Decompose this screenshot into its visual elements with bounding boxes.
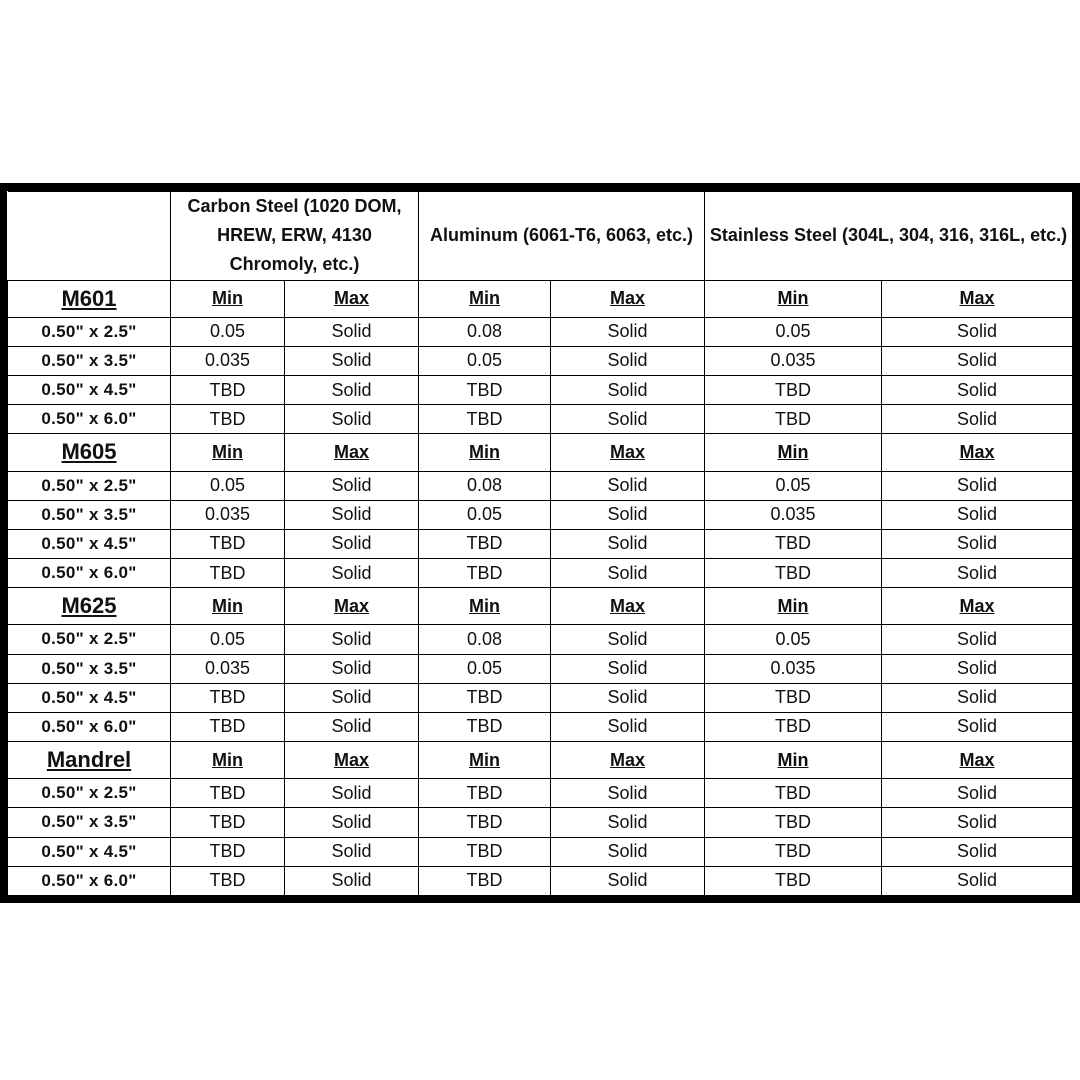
header-corner-cell	[8, 192, 171, 281]
carbon-steel-min-cell: 0.05	[171, 317, 285, 346]
carbon-steel-min-cell: TBD	[171, 683, 285, 712]
stainless-steel-max-cell: Solid	[882, 837, 1073, 866]
table-row	[8, 625, 1073, 654]
size-label: 0.50" x 4.5"	[8, 837, 171, 866]
carbon-steel-min-column-label: Min	[171, 741, 285, 778]
size-label: 0.50" x 2.5"	[8, 779, 171, 808]
aluminum-max-cell: Solid	[551, 866, 705, 895]
stainless-steel-min-column-label: Min	[705, 741, 882, 778]
stainless-steel-max-cell: Solid	[882, 500, 1073, 529]
group-header-row	[8, 741, 1073, 778]
table-row	[8, 376, 1073, 405]
stainless-steel-max-cell: Solid	[882, 317, 1073, 346]
aluminum-header: Aluminum (6061-T6, 6063, etc.)	[419, 192, 705, 281]
stainless-steel-max-cell: Solid	[882, 712, 1073, 741]
carbon-steel-min-cell: TBD	[171, 866, 285, 895]
carbon-steel-max-column-label: Max	[285, 280, 419, 317]
carbon-steel-min-cell: TBD	[171, 405, 285, 434]
carbon-steel-min-cell: TBD	[171, 837, 285, 866]
aluminum-min-cell: TBD	[419, 529, 551, 558]
stainless-steel-min-cell: TBD	[705, 779, 882, 808]
carbon-steel-max-cell: Solid	[285, 346, 419, 375]
size-label: 0.50" x 6.0"	[8, 559, 171, 588]
aluminum-max-column-label: Max	[551, 588, 705, 625]
size-label: 0.50" x 4.5"	[8, 376, 171, 405]
aluminum-max-cell: Solid	[551, 683, 705, 712]
stainless-steel-max-cell: Solid	[882, 808, 1073, 837]
size-label: 0.50" x 3.5"	[8, 500, 171, 529]
carbon-steel-max-column-label: Max	[285, 588, 419, 625]
carbon-steel-min-cell: TBD	[171, 808, 285, 837]
group-label: M601	[8, 280, 171, 317]
group-header-row	[8, 434, 1073, 471]
aluminum-min-cell: TBD	[419, 808, 551, 837]
aluminum-min-cell: TBD	[419, 866, 551, 895]
size-label: 0.50" x 2.5"	[8, 317, 171, 346]
table-row	[8, 405, 1073, 434]
stainless-steel-min-cell: 0.035	[705, 654, 882, 683]
size-label: 0.50" x 3.5"	[8, 346, 171, 375]
table-row	[8, 654, 1073, 683]
table-row	[8, 317, 1073, 346]
stainless-steel-max-column-label: Max	[882, 434, 1073, 471]
stainless-steel-max-column-label: Max	[882, 741, 1073, 778]
stainless-steel-max-cell: Solid	[882, 779, 1073, 808]
carbon-steel-max-cell: Solid	[285, 808, 419, 837]
stainless-steel-min-column-label: Min	[705, 280, 882, 317]
carbon-steel-max-cell: Solid	[285, 317, 419, 346]
stainless-steel-min-cell: 0.035	[705, 500, 882, 529]
size-label: 0.50" x 6.0"	[8, 866, 171, 895]
table-row	[8, 808, 1073, 837]
group-label: M605	[8, 434, 171, 471]
table-row	[8, 529, 1073, 558]
size-label: 0.50" x 3.5"	[8, 808, 171, 837]
size-label: 0.50" x 4.5"	[8, 683, 171, 712]
group-header-row	[8, 280, 1073, 317]
stainless-steel-max-column-label: Max	[882, 588, 1073, 625]
carbon-steel-header: Carbon Steel (1020 DOM, HREW, ERW, 4130 Chromoly, etc.)	[171, 192, 419, 281]
aluminum-max-cell: Solid	[551, 346, 705, 375]
carbon-steel-min-cell: TBD	[171, 376, 285, 405]
aluminum-min-cell: TBD	[419, 683, 551, 712]
carbon-steel-min-cell: 0.035	[171, 500, 285, 529]
carbon-steel-max-cell: Solid	[285, 837, 419, 866]
group-label: M625	[8, 588, 171, 625]
stainless-steel-min-cell: TBD	[705, 683, 882, 712]
size-label: 0.50" x 4.5"	[8, 529, 171, 558]
aluminum-max-cell: Solid	[551, 317, 705, 346]
table-frame	[0, 183, 1080, 903]
table-row	[8, 559, 1073, 588]
aluminum-max-cell: Solid	[551, 500, 705, 529]
carbon-steel-min-cell: 0.05	[171, 625, 285, 654]
table-row	[8, 779, 1073, 808]
size-label: 0.50" x 2.5"	[8, 625, 171, 654]
stainless-steel-min-cell: TBD	[705, 712, 882, 741]
aluminum-min-cell: TBD	[419, 376, 551, 405]
carbon-steel-max-cell: Solid	[285, 471, 419, 500]
aluminum-max-cell: Solid	[551, 837, 705, 866]
aluminum-max-cell: Solid	[551, 779, 705, 808]
size-label: 0.50" x 6.0"	[8, 405, 171, 434]
stainless-steel-min-cell: TBD	[705, 808, 882, 837]
stainless-steel-min-cell: TBD	[705, 376, 882, 405]
carbon-steel-min-cell: 0.035	[171, 654, 285, 683]
aluminum-min-column-label: Min	[419, 588, 551, 625]
aluminum-min-cell: 0.05	[419, 654, 551, 683]
table-row	[8, 712, 1073, 741]
stainless-steel-min-cell: 0.05	[705, 471, 882, 500]
carbon-steel-min-cell: 0.05	[171, 471, 285, 500]
aluminum-min-cell: TBD	[419, 712, 551, 741]
stainless-steel-min-cell: 0.05	[705, 625, 882, 654]
carbon-steel-min-cell: TBD	[171, 529, 285, 558]
aluminum-min-cell: 0.05	[419, 346, 551, 375]
stainless-steel-max-cell: Solid	[882, 346, 1073, 375]
aluminum-min-cell: TBD	[419, 779, 551, 808]
carbon-steel-max-cell: Solid	[285, 866, 419, 895]
carbon-steel-max-column-label: Max	[285, 434, 419, 471]
stainless-steel-min-column-label: Min	[705, 588, 882, 625]
aluminum-min-cell: 0.05	[419, 500, 551, 529]
aluminum-max-cell: Solid	[551, 405, 705, 434]
stainless-steel-max-cell: Solid	[882, 376, 1073, 405]
size-label: 0.50" x 3.5"	[8, 654, 171, 683]
aluminum-max-column-label: Max	[551, 434, 705, 471]
size-label: 0.50" x 2.5"	[8, 471, 171, 500]
table-row	[8, 683, 1073, 712]
carbon-steel-max-cell: Solid	[285, 654, 419, 683]
aluminum-min-cell: TBD	[419, 837, 551, 866]
size-label: 0.50" x 6.0"	[8, 712, 171, 741]
stainless-steel-max-cell: Solid	[882, 654, 1073, 683]
group-header-row	[8, 588, 1073, 625]
carbon-steel-min-column-label: Min	[171, 588, 285, 625]
carbon-steel-min-cell: TBD	[171, 559, 285, 588]
aluminum-max-cell: Solid	[551, 712, 705, 741]
stainless-steel-max-cell: Solid	[882, 405, 1073, 434]
carbon-steel-max-cell: Solid	[285, 712, 419, 741]
aluminum-min-column-label: Min	[419, 280, 551, 317]
carbon-steel-max-cell: Solid	[285, 779, 419, 808]
stainless-steel-header: Stainless Steel (304L, 304, 316, 316L, etc.)	[705, 192, 1073, 281]
aluminum-max-cell: Solid	[551, 471, 705, 500]
table-row	[8, 837, 1073, 866]
stainless-steel-min-cell: TBD	[705, 529, 882, 558]
stainless-steel-max-cell: Solid	[882, 866, 1073, 895]
aluminum-min-cell: 0.08	[419, 317, 551, 346]
table-row	[8, 866, 1073, 895]
stainless-steel-max-column-label: Max	[882, 280, 1073, 317]
carbon-steel-max-cell: Solid	[285, 559, 419, 588]
aluminum-min-column-label: Min	[419, 434, 551, 471]
aluminum-max-cell: Solid	[551, 808, 705, 837]
stainless-steel-min-cell: TBD	[705, 405, 882, 434]
stainless-steel-min-column-label: Min	[705, 434, 882, 471]
stainless-steel-min-cell: TBD	[705, 866, 882, 895]
aluminum-max-cell: Solid	[551, 529, 705, 558]
aluminum-max-cell: Solid	[551, 625, 705, 654]
aluminum-min-cell: TBD	[419, 405, 551, 434]
carbon-steel-max-cell: Solid	[285, 683, 419, 712]
stainless-steel-max-cell: Solid	[882, 683, 1073, 712]
carbon-steel-min-cell: 0.035	[171, 346, 285, 375]
table-row	[8, 471, 1073, 500]
aluminum-min-column-label: Min	[419, 741, 551, 778]
stainless-steel-max-cell: Solid	[882, 529, 1073, 558]
aluminum-min-cell: 0.08	[419, 625, 551, 654]
carbon-steel-max-cell: Solid	[285, 529, 419, 558]
carbon-steel-max-column-label: Max	[285, 741, 419, 778]
carbon-steel-min-column-label: Min	[171, 280, 285, 317]
aluminum-min-cell: 0.08	[419, 471, 551, 500]
stainless-steel-max-cell: Solid	[882, 625, 1073, 654]
carbon-steel-max-cell: Solid	[285, 500, 419, 529]
stainless-steel-min-cell: 0.05	[705, 317, 882, 346]
carbon-steel-min-cell: TBD	[171, 712, 285, 741]
table-row	[8, 346, 1073, 375]
table-row	[8, 500, 1073, 529]
aluminum-max-cell: Solid	[551, 559, 705, 588]
carbon-steel-max-cell: Solid	[285, 625, 419, 654]
aluminum-max-column-label: Max	[551, 280, 705, 317]
stainless-steel-min-cell: TBD	[705, 559, 882, 588]
stainless-steel-min-cell: TBD	[705, 837, 882, 866]
group-label: Mandrel	[8, 741, 171, 778]
carbon-steel-max-cell: Solid	[285, 376, 419, 405]
aluminum-min-cell: TBD	[419, 559, 551, 588]
carbon-steel-min-cell: TBD	[171, 779, 285, 808]
carbon-steel-max-cell: Solid	[285, 405, 419, 434]
material-header-row	[8, 192, 1073, 281]
carbon-steel-min-column-label: Min	[171, 434, 285, 471]
stainless-steel-min-cell: 0.035	[705, 346, 882, 375]
aluminum-max-cell: Solid	[551, 376, 705, 405]
material-spec-table	[7, 191, 1073, 896]
aluminum-max-cell: Solid	[551, 654, 705, 683]
stainless-steel-max-cell: Solid	[882, 559, 1073, 588]
aluminum-max-column-label: Max	[551, 741, 705, 778]
stainless-steel-max-cell: Solid	[882, 471, 1073, 500]
